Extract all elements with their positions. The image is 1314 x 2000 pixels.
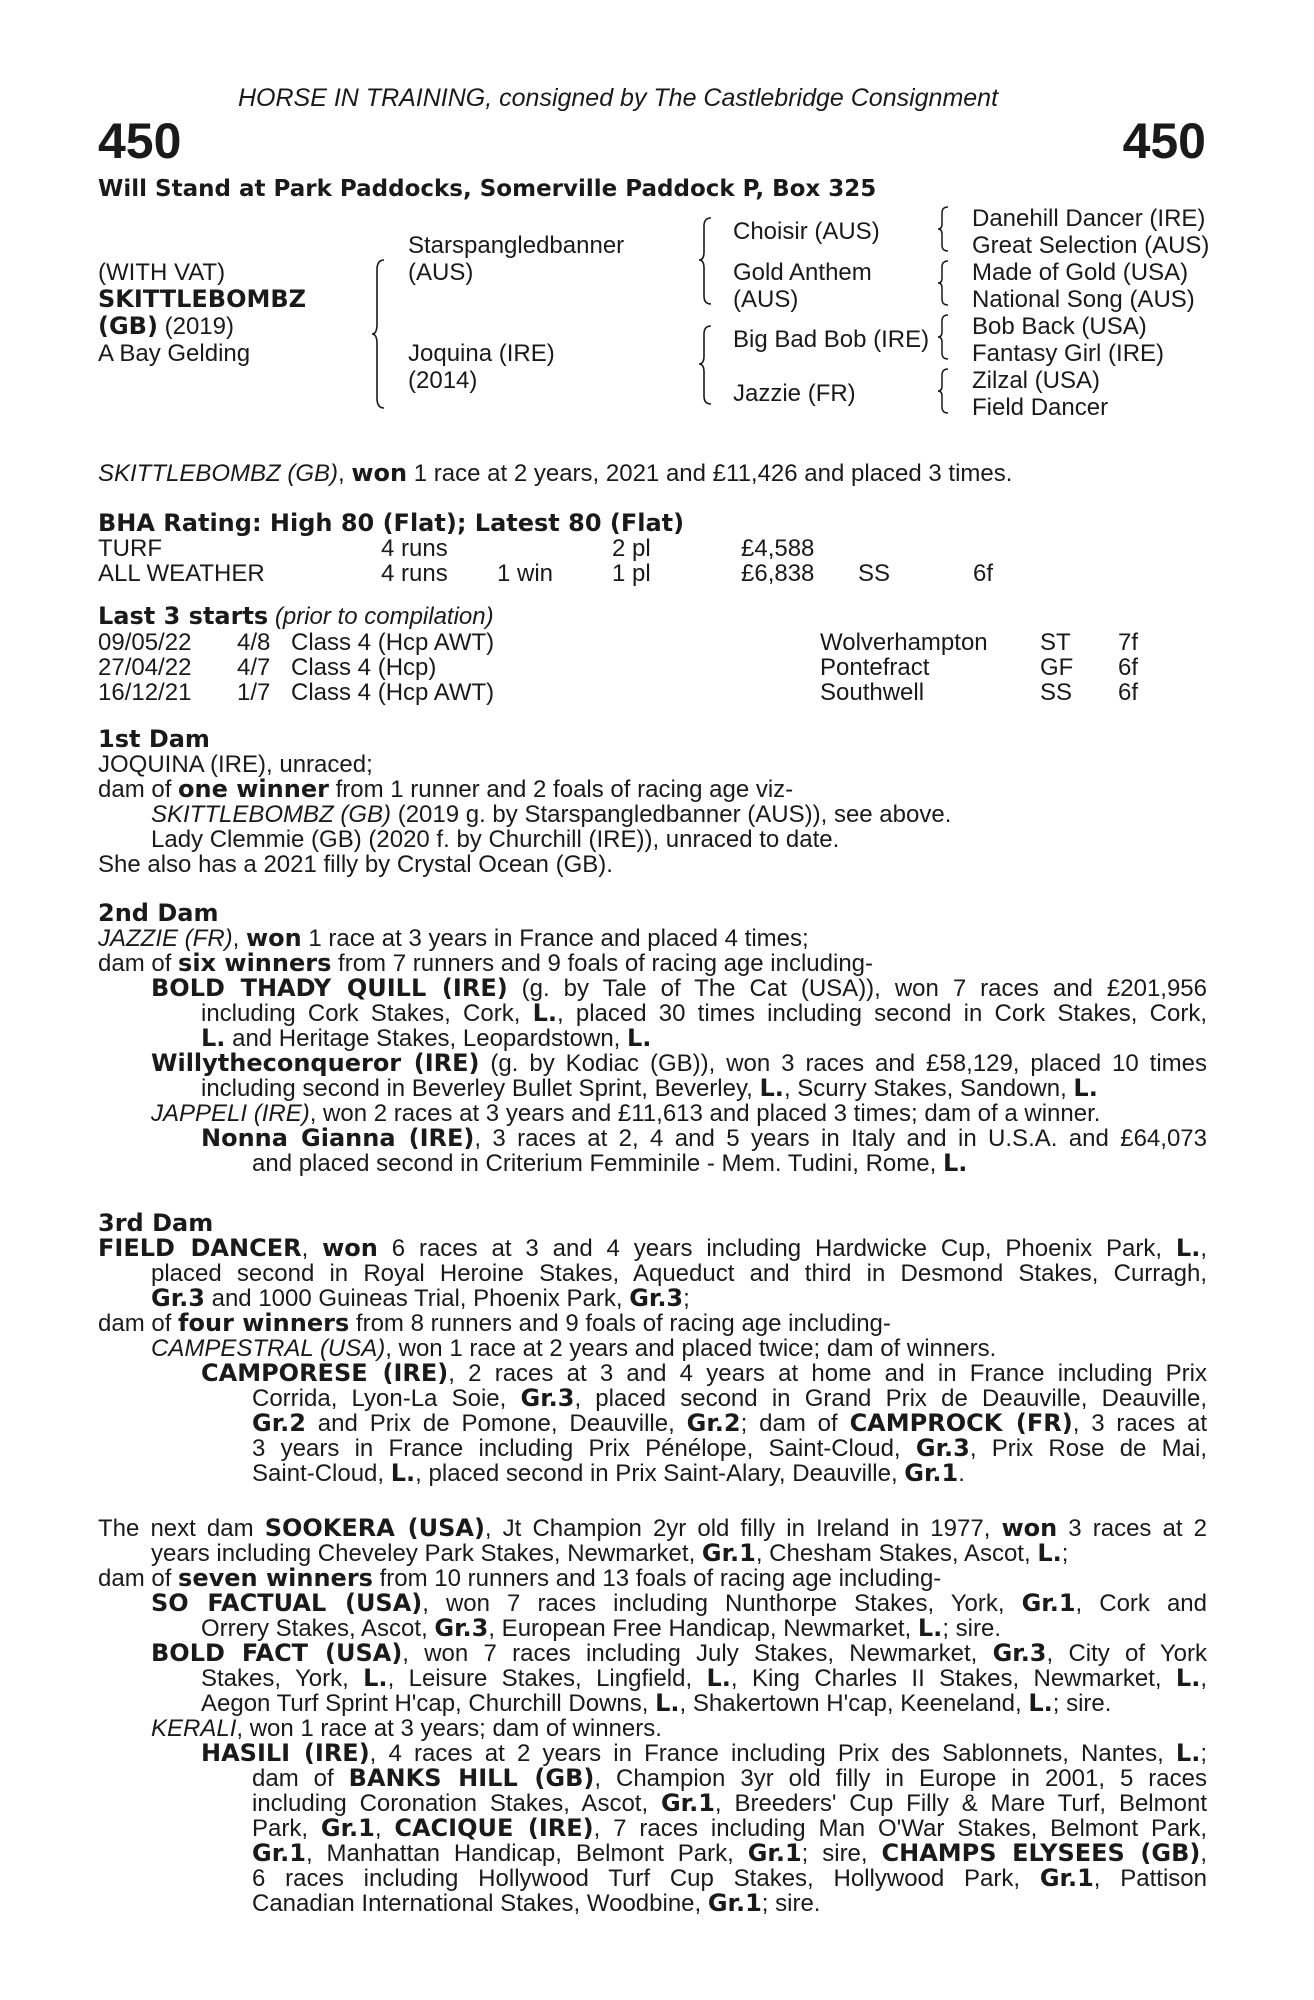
- text-bold: four winners: [178, 1309, 350, 1337]
- rating-aw-runs: 4 runs: [381, 560, 448, 587]
- start-course: Southwell: [820, 679, 925, 706]
- text-bold: Gr.3: [992, 1639, 1047, 1667]
- text: ,: [1200, 1840, 1208, 1867]
- text: , Leisure Stakes, Lingfield,: [387, 1665, 707, 1692]
- third-dam-line: placed second in Royal Heroine Stakes, Aqueduct and third in Desmond Stakes, Curragh,: [151, 1260, 1207, 1287]
- start-dist: 6f: [1118, 654, 1139, 681]
- text-bold: L.: [1175, 1234, 1201, 1262]
- text: ; sire,: [801, 1840, 882, 1867]
- race-summary: SKITTLEBOMBZ (GB), won 1 race at 2 years, 2021 and £11,426 and placed 3 times.: [98, 459, 1013, 487]
- next-dam-line: [151, 1591, 1207, 1616]
- first-dam-line: She also has a 2021 filly by Crystal Ocean (GB).: [98, 851, 613, 878]
- text-bold: L.: [201, 1024, 226, 1052]
- text-bold: BANKS HILL (GB): [348, 1764, 595, 1792]
- text-bold: HASILI (IRE): [201, 1739, 370, 1767]
- next-dam-line: [252, 1891, 820, 1916]
- text-bold: Gr.1: [252, 1839, 306, 1867]
- start-date: 09/05/22: [98, 629, 192, 656]
- sire-sire: Choisir (AUS): [733, 218, 880, 245]
- text: from 10 runners and 13 foals of racing age including-: [372, 1565, 942, 1592]
- ggs-2: Great Selection (AUS): [972, 232, 1210, 259]
- next-dam-line: [252, 1766, 1207, 1791]
- text: , Breeders' Cup Filly & Mare Turf, Belmont: [714, 1790, 1207, 1817]
- ggs-8: Field Dancer: [972, 394, 1109, 421]
- text: 6 races at 3 and 4 years including Hardwicke Cup, Phoenix Park,: [377, 1235, 1176, 1262]
- text-bold: L.: [917, 1614, 943, 1642]
- rating-aw-wins: 1 win: [497, 560, 554, 587]
- starts-note: (prior to compilation): [268, 603, 494, 630]
- first-dam-line: JOQUINA (IRE), unraced;: [98, 751, 373, 778]
- text: including second in Beverley Bullet Sprint, Beverley,: [201, 1075, 760, 1102]
- start-going: GF: [1040, 654, 1074, 681]
- text-bold: L.: [1037, 1539, 1062, 1567]
- text-bold: Gr.3: [520, 1384, 575, 1412]
- text: , 3 races at 2, 4 and 5 years in Italy and in U.S.A. and £64,073: [474, 1125, 1207, 1152]
- rating-turf-runs: 4 runs: [381, 535, 448, 562]
- text-bold: Gr.3: [151, 1284, 205, 1312]
- summary-won: won: [351, 459, 408, 487]
- text: (2019 g. by Starspangledbanner (AUS)), see above.: [391, 801, 952, 828]
- horse-year: (2019): [157, 313, 234, 340]
- dam-sire: Big Bad Bob (IRE): [733, 326, 930, 353]
- second-dam-line: [201, 1026, 651, 1051]
- text: , placed second in Prix Saint-Alary, Deauville,: [415, 1460, 905, 1487]
- lot-number-right: 450: [1122, 113, 1206, 169]
- rating-aw-going: SS: [858, 560, 891, 587]
- starts-heading: [98, 604, 494, 629]
- sire-dam-origin: (AUS): [733, 286, 799, 313]
- text-bold: six winners: [178, 949, 332, 977]
- text: , placed second in Grand Prix de Deauville, Deauville,: [574, 1385, 1207, 1412]
- rating-aw-placed: 1 pl: [612, 560, 651, 587]
- summary-rest: 1 race at 2 years, 2021 and £11,426 and placed 3 times.: [407, 460, 1013, 487]
- text: , won 1 race at 2 years and placed twice; dam of winners.: [385, 1335, 997, 1362]
- second-dam-line: [201, 1126, 1207, 1151]
- second-dam-heading: 2nd Dam: [98, 899, 219, 927]
- start-dist: 7f: [1118, 629, 1139, 656]
- lot-number-left: 450: [98, 113, 182, 169]
- text-italic: KERALI: [151, 1715, 237, 1742]
- next-dam-line: [201, 1616, 1001, 1641]
- first-dam-line: [151, 802, 951, 827]
- ggs-4: National Song (AUS): [972, 286, 1195, 313]
- text: , Champion 3yr old filly in Europe in 2001, 5 races: [594, 1765, 1207, 1792]
- third-dam-line: [252, 1386, 1207, 1411]
- text-bold: L.: [706, 1664, 731, 1692]
- text: , won 7 races including Nunthorpe Stakes, York,: [422, 1590, 1022, 1617]
- brace-dam: [697, 324, 715, 408]
- text: 3 years in France including Prix Pénélope, Saint-Cloud,: [252, 1435, 916, 1462]
- first-dam-line: [98, 777, 793, 802]
- text: .: [958, 1460, 965, 1487]
- sire-name: Starspangledbanner: [408, 232, 625, 259]
- text: dam of: [98, 950, 179, 977]
- next-dam-line: [151, 1641, 1207, 1666]
- text: ,: [232, 925, 246, 952]
- text: , won 1 race at 3 years; dam of winners.: [236, 1715, 662, 1742]
- third-dam-heading: 3rd Dam: [98, 1209, 214, 1237]
- start-date: 16/12/21: [98, 679, 192, 706]
- rating-aw-amount: £6,838: [741, 560, 815, 587]
- ggs-3: Made of Gold (USA): [972, 259, 1189, 286]
- text-bold: Gr.1: [707, 1889, 762, 1917]
- text: dam of: [98, 1565, 179, 1592]
- text-bold: FIELD DANCER: [98, 1234, 302, 1262]
- text: ; sire.: [761, 1890, 821, 1917]
- text-bold: L.: [532, 999, 557, 1027]
- text: , won 2 races at 3 years and £11,613 and placed 3 times; dam of a winner.: [309, 1100, 1101, 1127]
- text: , Scurry Stakes, Sandown,: [783, 1075, 1074, 1102]
- text: ,: [1200, 1235, 1208, 1262]
- text-bold: SO FACTUAL (USA): [151, 1589, 423, 1617]
- text: ,: [1200, 1665, 1207, 1692]
- text: , Pattison: [1093, 1865, 1207, 1892]
- text-italic: JAPPELI (IRE): [151, 1100, 310, 1127]
- text: Stakes, York,: [201, 1665, 364, 1692]
- text-bold: Gr.2: [252, 1409, 306, 1437]
- dam-name: Joquina (IRE): [408, 340, 555, 367]
- rating-aw-dist: 6f: [973, 560, 994, 587]
- first-dam-heading: 1st Dam: [98, 725, 210, 753]
- ggs-7: Zilzal (USA): [972, 367, 1101, 394]
- vat-note: (WITH VAT): [98, 259, 226, 286]
- text: from 8 runners and 9 foals of racing age including-: [349, 1310, 891, 1337]
- horse-origin: (GB): [98, 312, 158, 340]
- text: , Shakertown H'cap, Keeneland,: [679, 1690, 1029, 1717]
- catalogue-subtitle: HORSE IN TRAINING, consigned by The Castlebridge Consignment: [238, 84, 999, 112]
- text: , Chesham Stakes, Ascot,: [755, 1540, 1038, 1567]
- text-bold: Willytheconqueror (IRE): [151, 1049, 480, 1077]
- start-race: Class 4 (Hcp AWT): [291, 629, 495, 656]
- rating-turf-surface: TURF: [98, 535, 162, 562]
- text: Aegon Turf Sprint H'cap, Churchill Downs,: [201, 1690, 656, 1717]
- text-bold: L.: [655, 1689, 680, 1717]
- second-dam-line: [151, 1101, 1100, 1126]
- second-dam-line: [98, 926, 809, 951]
- dam-year: (2014): [408, 367, 478, 394]
- start-pos: 4/7: [237, 654, 271, 681]
- next-dam-line: [252, 1841, 1207, 1866]
- text-bold: CAMPROCK (FR): [849, 1409, 1073, 1437]
- third-dam-line: [252, 1461, 965, 1486]
- start-pos: 4/8: [237, 629, 271, 656]
- text-bold: L.: [627, 1024, 652, 1052]
- text-bold: CHAMPS ELYSEES (GB): [881, 1839, 1201, 1867]
- start-date: 27/04/22: [98, 654, 192, 681]
- next-dam-line: [98, 1566, 941, 1591]
- text: , won 7 races including July Stakes, Newmarket,: [402, 1640, 993, 1667]
- text: Saint-Cloud,: [252, 1460, 391, 1487]
- text: and Prix de Pomone, Deauville,: [305, 1410, 687, 1437]
- text: dam of: [252, 1765, 349, 1792]
- text-bold: BOLD FACT (USA): [151, 1639, 403, 1667]
- horse-origin-year: [98, 313, 234, 340]
- next-dam-line: [252, 1866, 1207, 1891]
- brace-sire: [697, 216, 715, 308]
- text-bold: Nonna Gianna (IRE): [201, 1124, 475, 1152]
- rating-aw-surface: ALL WEATHER: [98, 560, 265, 587]
- text: including Cork Stakes, Cork,: [201, 1000, 533, 1027]
- text: years including Cheveley Park Stakes, Newmarket,: [151, 1540, 702, 1567]
- text: ;: [683, 1285, 690, 1312]
- text: (g. by Tale of The Cat (USA)), won 7 races and £201,956: [507, 975, 1207, 1002]
- text: 1 race at 3 years in France and placed 4 times;: [301, 925, 809, 952]
- text: Orrery Stakes, Ascot,: [201, 1615, 435, 1642]
- dam-dam: Jazzie (FR): [733, 380, 856, 407]
- text-bold: won: [1001, 1514, 1058, 1542]
- text: 6 races including Hollywood Turf Cup Stakes, Hollywood Park,: [252, 1865, 1040, 1892]
- second-dam-line: [98, 951, 873, 976]
- text: , 2 races at 3 and 4 years at home and in France including Prix: [448, 1360, 1207, 1387]
- third-dam-line: [98, 1236, 1207, 1261]
- text: , Manhattan Handicap, Belmont Park,: [305, 1840, 748, 1867]
- brace-ds: [936, 313, 952, 361]
- text-bold: Gr.1: [1039, 1864, 1094, 1892]
- text-bold: CAMPORESE (IRE): [201, 1359, 449, 1387]
- text: Corrida, Lyon-La Soie,: [252, 1385, 521, 1412]
- text: and 1000 Guineas Trial, Phoenix Park,: [204, 1285, 630, 1312]
- text: (g. by Kodiac (GB)), won 3 races and £58,129, placed 10 times: [479, 1050, 1208, 1077]
- brace-dd: [936, 367, 952, 415]
- next-dam-line: [151, 1716, 662, 1741]
- ggs-1: Danehill Dancer (IRE): [972, 205, 1206, 232]
- summary-name: SKITTLEBOMBZ (GB): [98, 460, 339, 487]
- third-dam-line: [201, 1361, 1207, 1386]
- stand-location: Will Stand at Park Paddocks, Somerville Paddock P, Box 325: [98, 176, 877, 202]
- text: , King Charles II Stakes, Newmarket,: [730, 1665, 1176, 1692]
- start-course: Pontefract: [820, 654, 930, 681]
- next-dam-line: [201, 1666, 1207, 1691]
- third-dam-line: [151, 1336, 996, 1361]
- text-bold: L.: [759, 1074, 784, 1102]
- text: , 3 races at: [1072, 1410, 1208, 1437]
- text-bold: Gr.1: [701, 1539, 756, 1567]
- text-bold: L.: [1175, 1739, 1201, 1767]
- text: from 1 runner and 2 foals of racing age viz-: [328, 776, 794, 803]
- text-bold: Gr.1: [320, 1814, 375, 1842]
- starts-title: Last 3 starts: [98, 602, 269, 630]
- text: Canadian International Stakes, Woodbine,: [252, 1890, 708, 1917]
- second-dam-line: [151, 976, 1207, 1001]
- text: , City of York: [1046, 1640, 1208, 1667]
- text: , European Free Handicap, Newmarket,: [488, 1615, 918, 1642]
- text: The next dam: [98, 1515, 265, 1542]
- rating-heading: BHA Rating: High 80 (Flat); Latest 80 (Flat): [98, 509, 685, 537]
- sire-origin: (AUS): [408, 259, 474, 286]
- start-dist: 6f: [1118, 679, 1139, 706]
- text: dam of: [98, 776, 179, 803]
- ggs-6: Fantasy Girl (IRE): [972, 340, 1165, 367]
- text-bold: Gr.3: [434, 1614, 489, 1642]
- text-bold: won: [322, 1234, 378, 1262]
- text: ;: [1200, 1740, 1207, 1767]
- text-italic: SKITTLEBOMBZ (GB): [151, 801, 392, 828]
- start-race: Class 4 (Hcp): [291, 654, 437, 681]
- text-bold: L.: [942, 1149, 968, 1177]
- third-dam-line: [252, 1436, 1207, 1461]
- rating-turf-placed: 2 pl: [612, 535, 651, 562]
- text: ; sire.: [942, 1615, 1001, 1642]
- ggs-5: Bob Back (USA): [972, 313, 1147, 340]
- text: Park,: [252, 1815, 321, 1842]
- text: , placed 30 times including second in Cork Stakes, Cork,: [556, 1000, 1207, 1027]
- text: , Jt Champion 2yr old filly in Ireland in 1977,: [484, 1515, 1002, 1542]
- text-bold: Gr.1: [747, 1839, 802, 1867]
- start-going: ST: [1040, 629, 1071, 656]
- sire-dam-name: Gold Anthem: [733, 259, 872, 286]
- text: , 7 races including Man O'War Stakes, Belmont Park,: [593, 1815, 1208, 1842]
- text-bold: L.: [1175, 1664, 1201, 1692]
- text: ,: [301, 1235, 323, 1262]
- start-pos: 1/7: [237, 679, 271, 706]
- text-italic: JAZZIE (FR): [98, 925, 233, 952]
- horse-description: A Bay Gelding: [98, 340, 251, 367]
- text: , Prix Rose de Mai,: [969, 1435, 1208, 1462]
- text: and placed second in Criterium Femminile - Mem. Tudini, Rome,: [252, 1150, 943, 1177]
- next-dam-line: [151, 1541, 1068, 1566]
- second-dam-line: [252, 1151, 967, 1176]
- start-course: Wolverhampton: [820, 629, 988, 656]
- text-bold: Gr.1: [660, 1789, 715, 1817]
- start-race: Class 4 (Hcp AWT): [291, 679, 495, 706]
- text-bold: one winner: [178, 775, 329, 803]
- text-bold: Gr.1: [1021, 1589, 1076, 1617]
- brace-ss: [936, 205, 952, 253]
- text: , 4 races at 2 years in France including Prix des Sablonnets, Nantes,: [369, 1740, 1176, 1767]
- second-dam-line: [201, 1076, 1098, 1101]
- text: including Coronation Stakes, Ascot,: [252, 1790, 661, 1817]
- text-bold: SOOKERA (USA): [264, 1514, 485, 1542]
- text: ; dam of: [740, 1410, 850, 1437]
- third-dam-line: [98, 1311, 891, 1336]
- text-bold: L.: [363, 1664, 388, 1692]
- horse-name: SKITTLEBOMBZ: [98, 285, 307, 313]
- next-dam-line: [252, 1816, 1207, 1841]
- brace-parents: [370, 258, 388, 410]
- text-bold: Gr.2: [686, 1409, 741, 1437]
- next-dam-line: [201, 1741, 1207, 1766]
- second-dam-line: [151, 1051, 1207, 1076]
- start-going: SS: [1040, 679, 1073, 706]
- text-bold: L.: [390, 1459, 416, 1487]
- text-bold: Gr.3: [629, 1284, 684, 1312]
- text-bold: L.: [1028, 1689, 1053, 1717]
- third-dam-line: [252, 1411, 1207, 1436]
- next-dam-line: [252, 1791, 1207, 1816]
- brace-sd: [936, 259, 952, 307]
- text-bold: Gr.1: [904, 1459, 959, 1487]
- text: , Cork and: [1075, 1590, 1208, 1617]
- text-bold: BOLD THADY QUILL (IRE): [151, 974, 508, 1002]
- text: ; sire.: [1052, 1690, 1112, 1717]
- second-dam-line: [201, 1001, 1207, 1026]
- text: ;: [1061, 1540, 1069, 1567]
- text-bold: won: [246, 924, 302, 952]
- text: dam of: [98, 1310, 179, 1337]
- text-italic: CAMPESTRAL (USA): [151, 1335, 386, 1362]
- first-dam-line: Lady Clemmie (GB) (2020 f. by Churchill (IRE)), unraced to date.: [151, 826, 840, 853]
- text-bold: seven winners: [178, 1564, 373, 1592]
- third-dam-line: [151, 1286, 690, 1311]
- next-dam-line: [98, 1516, 1207, 1541]
- rating-turf-amount: £4,588: [741, 535, 815, 562]
- text: and Heritage Stakes, Leopardstown,: [225, 1025, 627, 1052]
- text: 3 races at 2: [1057, 1515, 1207, 1542]
- text-bold: CACIQUE (IRE): [394, 1814, 594, 1842]
- text-bold: Gr.3: [915, 1434, 970, 1462]
- text: from 7 runners and 9 foals of racing age including-: [331, 950, 874, 977]
- text-bold: L.: [1073, 1074, 1098, 1102]
- text: ,: [374, 1815, 395, 1842]
- next-dam-line: [201, 1691, 1111, 1716]
